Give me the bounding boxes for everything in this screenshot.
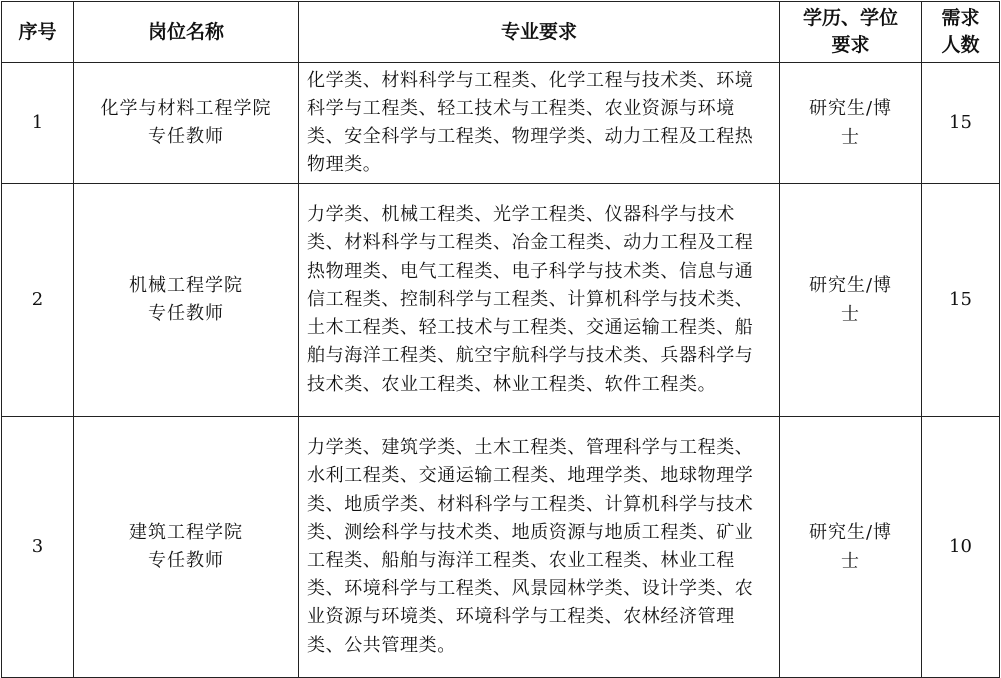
position-name-line-1: 化学与材料工程学院 xyxy=(100,98,272,119)
degree-line-1: 研究生/博 xyxy=(808,98,893,119)
row-required-count: 15 xyxy=(922,184,1000,417)
header-count-line-2: 人数 xyxy=(941,34,980,56)
degree-line-2: 士 xyxy=(841,127,860,148)
row-position-name xyxy=(74,63,299,184)
row-degree-requirements xyxy=(780,63,922,184)
row-serial-number: 3 xyxy=(2,417,74,678)
row-major-requirements: 力学类、建筑学类、土木工程类、管理科学与工程类、水利工程类、交通运输工程类、地理学类、地球物理学类、地质学类、材料科学与工程类、计算机科学与技术类、测绘科学与技术类、地质资源与地质工程类、矿业工程类、船舶与海洋工程类、农业工程类、林业工程类、环境科学与工程类、风景园林学类、设计学类、农业资源与环境类、环境科学与工程类、农林经济管理类、公共管理类。 xyxy=(299,417,780,678)
header-degree-requirements xyxy=(780,2,922,63)
table-header-row xyxy=(2,2,1000,63)
degree-line-1: 研究生/博 xyxy=(808,275,893,296)
row-serial-number: 1 xyxy=(2,63,74,184)
header-degree-line-1: 学历、学位 xyxy=(802,7,898,29)
row-serial-number: 2 xyxy=(2,184,74,417)
row-required-count: 15 xyxy=(922,63,1000,184)
row-major-requirements: 化学类、材料科学与工程类、化学工程与技术类、环境科学与工程类、轻工技术与工程类、农业资源与环境类、安全科学与工程类、物理学类、动力工程及工程热物理类。 xyxy=(299,63,780,184)
header-degree-line-2: 要求 xyxy=(831,34,870,56)
header-required-count xyxy=(922,2,1000,63)
header-major-requirements: 专业要求 xyxy=(299,2,780,63)
degree-line-2: 士 xyxy=(841,551,860,572)
row-position-name xyxy=(74,417,299,678)
header-position-name: 岗位名称 xyxy=(74,2,299,63)
row-required-count: 10 xyxy=(922,417,1000,678)
position-name-line-1: 建筑工程学院 xyxy=(129,522,243,543)
header-count-line-1: 需求 xyxy=(941,7,980,29)
table-row xyxy=(2,63,1000,184)
position-name-line-2: 专任教师 xyxy=(148,126,224,147)
position-name-line-2: 专任教师 xyxy=(148,303,224,324)
header-serial-number: 序号 xyxy=(2,2,74,63)
position-name-line-1: 机械工程学院 xyxy=(129,275,243,296)
table-row xyxy=(2,417,1000,678)
row-degree-requirements xyxy=(780,184,922,417)
position-name-line-2: 专任教师 xyxy=(148,550,224,571)
degree-line-1: 研究生/博 xyxy=(808,522,893,543)
position-requirements-table xyxy=(1,1,1000,678)
row-position-name xyxy=(74,184,299,417)
degree-line-2: 士 xyxy=(841,304,860,325)
row-degree-requirements xyxy=(780,417,922,678)
row-major-requirements: 力学类、机械工程类、光学工程类、仪器科学与技术类、材料科学与工程类、冶金工程类、动力工程及工程热物理类、电气工程类、电子科学与技术类、信息与通信工程类、控制科学与工程类、计算机科学与技术类、土木工程类、轻工技术与工程类、交通运输工程类、船舶与海洋工程类、航空宇航科学与技术类、兵器科学与技术类、农业工程类、林业工程类、软件工程类。 xyxy=(299,184,780,417)
table-row xyxy=(2,184,1000,417)
